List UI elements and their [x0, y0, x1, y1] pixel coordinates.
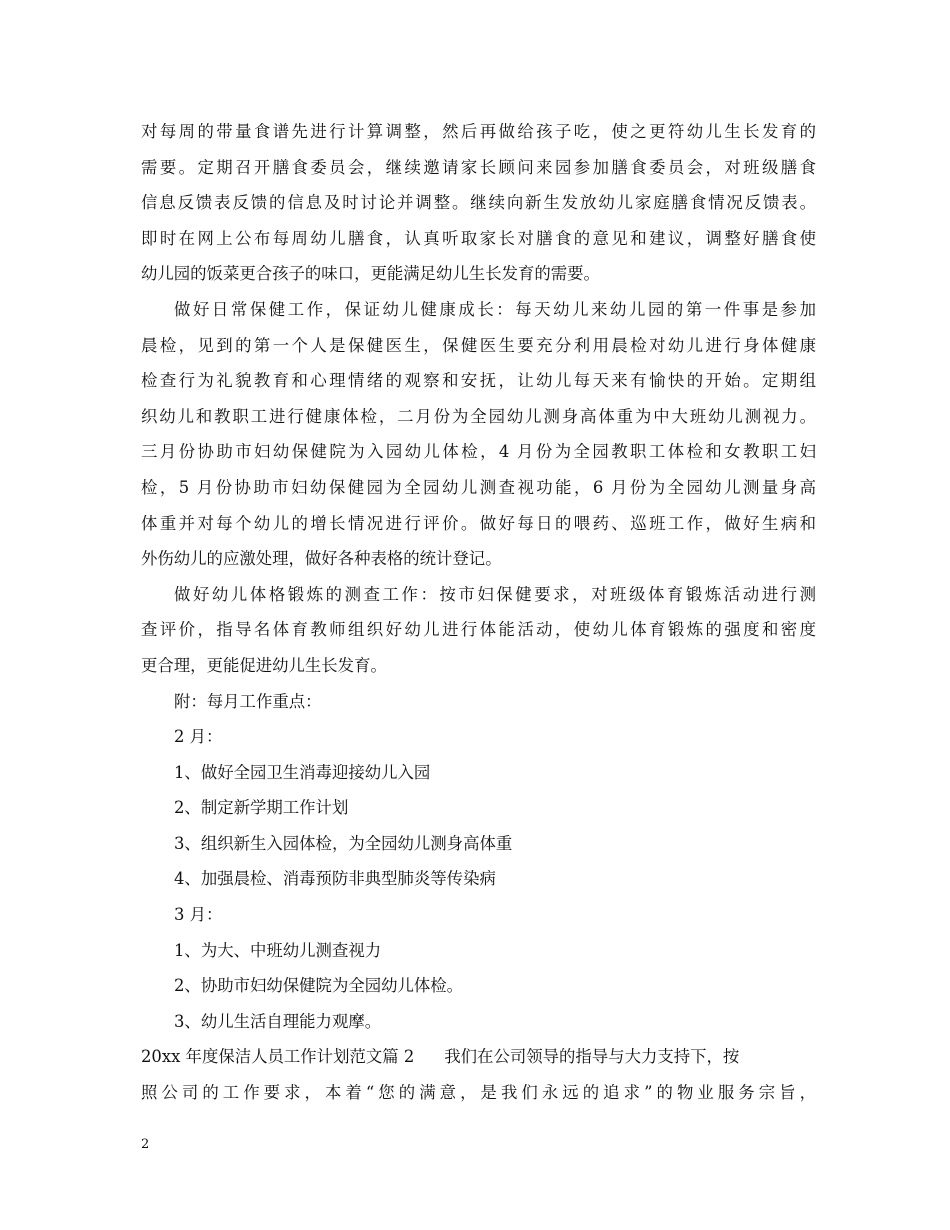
- list-item: 2、制定新学期工作计划: [174, 798, 349, 818]
- list-item: 1、做好全园卫生消毒迎接幼儿入园: [174, 762, 431, 782]
- body-text: [141, 114, 816, 1111]
- paragraph-line: 外伤幼儿的应激处理，做好各种表格的统计登记。: [141, 549, 502, 569]
- appendix-title: 附：每月工作重点：: [174, 691, 322, 711]
- month-label-feb: 2 月：: [174, 727, 223, 747]
- paragraph-line: 三月份协助市妇幼保健院为入园幼儿体检，4 月份为全园教职工体检和女教职工妇: [141, 442, 816, 462]
- list-item: 1、为大、中班幼儿测查视力: [174, 940, 382, 960]
- paragraph-line: 即时在网上公布每周幼儿膳食，认真听取家长对膳食的意见和建议，调整好膳食使: [141, 228, 816, 248]
- page-number: 2: [141, 1137, 150, 1152]
- list-item: 3、幼儿生活自理能力观摩。: [174, 1011, 382, 1031]
- paragraph-line: 对每周的带量食谱先进行计算调整，然后再做给孩子吃，使之更符幼儿生长发育的: [141, 122, 816, 141]
- paragraph-line: 晨检，见到的第一个人是保健医生，保健医生要充分利用晨检对幼儿进行身体健康: [141, 335, 816, 355]
- section-first-line: 我们在公司领导的指导与大力支持下，按: [444, 1047, 740, 1067]
- paragraph-line: 体重并对每个幼儿的增长情况进行评价。做好每日的喂药、巡班工作，做好生病和: [141, 513, 816, 533]
- section-title: 20xx 年度保洁人员工作计划范文篇 2: [141, 1047, 415, 1067]
- paragraph-line: 检，5 月份协助市妇幼保健园为全园幼儿测查视功能，6 月份为全园幼儿测量身高: [141, 477, 816, 497]
- list-item: 4、加强晨检、消毒预防非典型肺炎等传染病: [174, 869, 496, 889]
- list-item: 2、协助市妇幼保健院为全园幼儿体检。: [174, 976, 464, 996]
- paragraph-line: 幼儿园的饭菜更合孩子的味口，更能满足幼儿生长发育的需要。: [141, 264, 600, 284]
- paragraph-line: 查评价，指导名体育教师组织好幼儿进行体能活动，使幼儿体育锻炼的强度和密度: [141, 620, 816, 640]
- paragraph-line: 照公司的工作要求，本着“您的满意，是我们永远的追求”的物业服务宗旨，: [141, 1083, 816, 1103]
- paragraph-line: 织幼儿和教职工进行健康体检，二月份为全园幼儿测身高体重为中大班幼儿测视力。: [141, 406, 816, 426]
- paragraph-line: 检查行为礼貌教育和心理情绪的观察和安抚，让幼儿每天来有愉快的开始。定期组: [141, 371, 816, 391]
- paragraph-line: 需要。定期召开膳食委员会，继续邀请家长顾问来园参加膳食委员会，对班级膳食: [141, 157, 816, 177]
- month-label-mar: 3 月：: [174, 905, 223, 925]
- paragraph-line: 做好幼儿体格锻炼的测查工作：按市妇保健要求，对班级体育锻炼活动进行测: [174, 584, 816, 604]
- paragraph-line: 做好日常保健工作，保证幼儿健康成长：每天幼儿来幼儿园的第一件事是参加: [174, 299, 816, 319]
- list-item: 3、组织新生入园体检，为全园幼儿测身高体重: [174, 833, 513, 853]
- section-heading-line: [141, 1039, 816, 1075]
- paragraph-line: 更合理，更能促进幼儿生长发育。: [141, 655, 387, 675]
- paragraph-line: 信息反馈表反馈的信息及时讨论并调整。继续向新生发放幼儿家庭膳食情况反馈表。: [141, 193, 816, 213]
